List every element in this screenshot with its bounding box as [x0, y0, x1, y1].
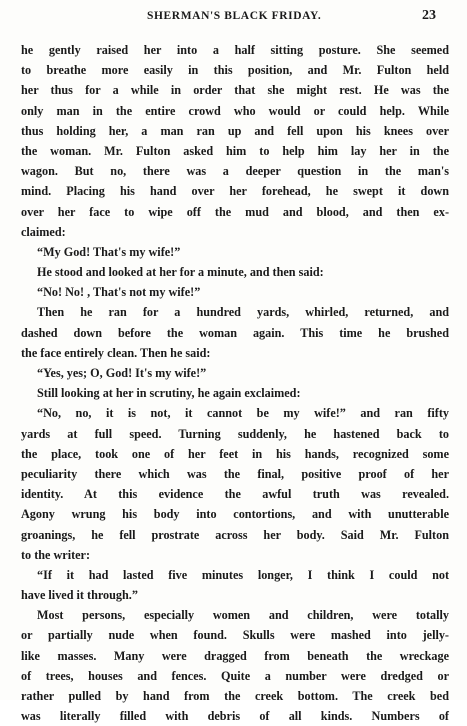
page-header: [0, 8, 467, 28]
quote-line: “No! No! , That's not my wife!”: [37, 285, 201, 300]
page-number: 23: [422, 8, 436, 23]
text-line: only man in the entire crowd who would or could help. While: [21, 103, 449, 118]
text-line: identity. At this evidence the awful truth was revealed.: [21, 487, 449, 502]
text-line: mind. Placing his hand over her forehead, he swept it down: [21, 184, 449, 199]
text-line: of trees, houses and fences. Quite a number were dredged or: [21, 668, 449, 683]
text-line: Then he ran for a hundred yards, whirled, returned, and: [37, 305, 449, 320]
quote-line: “Yes, yes; O, God! It's my wife!”: [37, 366, 207, 380]
text-line: the face entirely clean. Then he said:: [21, 345, 211, 360]
text-line: yards at full speed. Turning suddenly, he hastened back to: [21, 426, 449, 441]
text-line: he gently raised her into a half sitting posture. She seemed: [21, 43, 449, 57]
text-line: over her face to wipe off the mud and blood, and then ex-: [21, 204, 449, 219]
text-line: He stood and looked at her for a minute, and then said:: [37, 265, 324, 280]
text-line: or partially nude when found. Skulls were mashed into jelly-: [21, 628, 449, 643]
text-line: rather pulled by hand from the creek bottom. The creek bed: [21, 689, 449, 703]
body-text: [21, 40, 449, 726]
text-line: groanings, he fell prostrate across her body. Said Mr. Fulton: [21, 527, 449, 542]
text-line: Agony wrung his body into contortions, and with unutterable: [21, 507, 449, 522]
text-line: wagon. But no, there was a deeper question in the man's: [21, 164, 449, 179]
text-line: to breathe more easily in this position, and Mr. Fulton held: [21, 63, 449, 78]
quote-line: “No, no, it is not, it cannot be my wife!” and ran fifty: [37, 406, 449, 421]
quote-line: have lived it through.”: [21, 588, 138, 603]
text-line: thus holding her, a man ran up and fell upon his knees over: [21, 123, 449, 138]
quote-line: “If it had lasted five minutes longer, I think I could not: [37, 567, 449, 582]
text-line: like masses. Many were dragged from beneath the wreckage: [21, 648, 449, 663]
quote-line: “My God! That's my wife!”: [37, 244, 181, 259]
text-line: was literally filled with debris of all kinds. Numbers of: [21, 709, 449, 724]
running-head: SHERMAN'S BLACK FRIDAY.: [147, 10, 322, 22]
text-line: peculiarity there which was the final, positive proof of her: [21, 466, 449, 481]
text-line: Still looking at her in scrutiny, he again exclaimed:: [37, 386, 301, 401]
text-line: claimed:: [21, 224, 66, 239]
text-line: her thus for a while in order that she might rest. He was the: [21, 83, 449, 98]
text-line: to the writer:: [21, 547, 91, 562]
text-line: the place, took one of her feet in his hands, recognized some: [21, 446, 449, 461]
text-line: dashed down before the woman again. This time he brushed: [21, 325, 449, 340]
text-line: the woman. Mr. Fulton asked him to help him lay her in the: [21, 143, 449, 158]
text-line: Most persons, especially women and children, were totally: [37, 608, 449, 623]
